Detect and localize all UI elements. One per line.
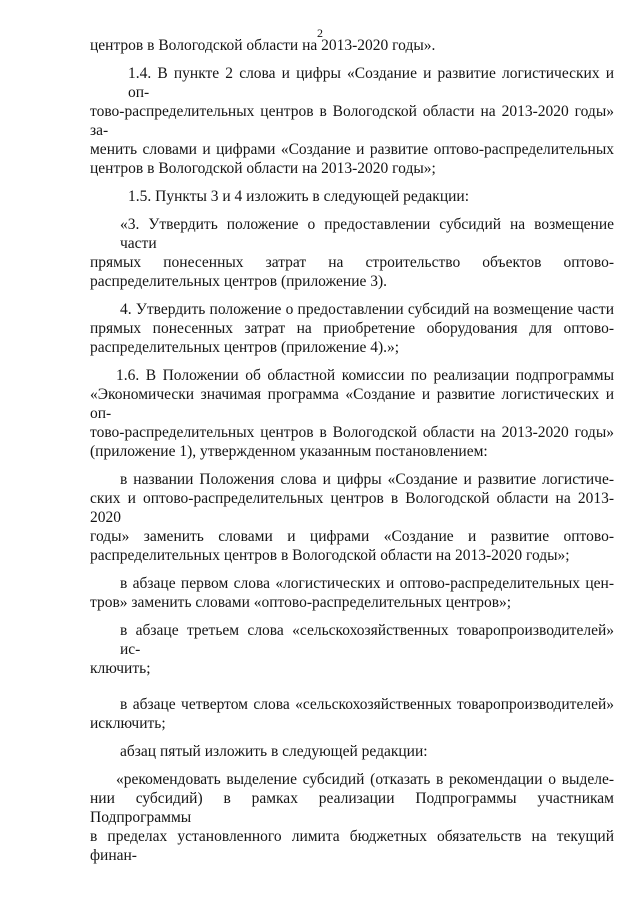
text-line: 1.4. В пункте 2 слова и цифры «Создание и развитие логистических и оп- bbox=[128, 65, 614, 101]
text-line: ских и оптово-распределительных центров в Вологодской области на 2013-2020 bbox=[90, 490, 614, 526]
text-line: распределительных центров (приложение 4).»; bbox=[90, 339, 400, 356]
paragraph-spacer bbox=[84, 55, 614, 64]
paragraph-spacer bbox=[84, 206, 614, 215]
text-line: 4. Утвердить положение о предоставлении субсидий на возмещение части bbox=[120, 301, 614, 318]
text-line: распределительных центров в Вологодской области на 2013-2020 годы»; bbox=[90, 547, 570, 564]
text-line: в пределах установленного лимита бюджетных обязательств на текущий финан- bbox=[90, 828, 614, 864]
paragraph-spacer bbox=[84, 178, 614, 187]
text-line: тово-распределительных центров в Вологодской области на 2013-2020 годы» за- bbox=[90, 103, 614, 139]
text-line: годы» заменить словами и цифрами «Создание и развитие оптово- bbox=[90, 528, 614, 545]
text-line: абзац пятый изложить в следующей редакции: bbox=[120, 743, 428, 760]
text-line: в названии Положения слова и цифры «Создание и развитие логистиче- bbox=[120, 471, 614, 488]
text-line: 1.6. В Положении об областной комиссии по реализации подпрограммы bbox=[116, 367, 614, 384]
paragraph-spacer bbox=[84, 761, 614, 770]
paragraph-spacer bbox=[84, 291, 614, 300]
document-body bbox=[84, 36, 614, 865]
text-line: центров в Вологодской области на 2013-2020 годы»; bbox=[90, 160, 436, 177]
text-line: центров в Вологодской области на 2013-2020 годы». bbox=[90, 37, 436, 54]
paragraph-spacer bbox=[84, 678, 614, 695]
text-line: ключить; bbox=[90, 660, 151, 677]
page-number: 2 bbox=[317, 26, 323, 40]
text-line: 1.5. Пункты 3 и 4 изложить в следующей редакции: bbox=[128, 188, 470, 205]
text-line: распределительных центров (приложение 3). bbox=[90, 273, 388, 290]
text-line: менить словами и цифрами «Создание и развитие оптово-распределительных bbox=[90, 141, 614, 158]
text-line: прямых понесенных затрат на строительство объектов оптово- bbox=[90, 254, 614, 271]
paragraph-spacer bbox=[84, 733, 614, 742]
text-line: в абзаце первом слова «логистических и оптово-распределительных цен- bbox=[120, 575, 614, 592]
text-line: нии субсидий) в рамках реализации Подпрограммы участникам Подпрограммы bbox=[90, 790, 614, 826]
text-line: «рекомендовать выделение субсидий (отказать в рекомендации о выделе- bbox=[116, 771, 614, 788]
text-line: тров» заменить словами «оптово-распределительных центров»; bbox=[90, 594, 512, 611]
text-line: прямых понесенных затрат на приобретение оборудования для оптово- bbox=[90, 320, 614, 337]
text-line: тово-распределительных центров в Вологодской области на 2013-2020 годы» bbox=[90, 424, 614, 441]
paragraph-spacer bbox=[84, 565, 614, 574]
paragraph-spacer bbox=[84, 461, 614, 470]
text-line: «3. Утвердить положение о предоставлении субсидий на возмещение части bbox=[120, 216, 614, 252]
text-line: в абзаце четвертом слова «сельскохозяйственных товаропроизводителей» bbox=[120, 696, 614, 713]
paragraph-spacer bbox=[84, 612, 614, 621]
text-line: «Экономически значимая программа «Создание и развитие логистических и оп- bbox=[90, 386, 614, 422]
text-line: исключить; bbox=[90, 715, 166, 732]
text-line: в абзаце третьем слова «сельскохозяйственных товаропроизводителей» ис- bbox=[120, 622, 614, 658]
paragraph-spacer bbox=[84, 357, 614, 366]
text-line: (приложение 1), утвержденном указанным постановлением: bbox=[90, 443, 488, 460]
